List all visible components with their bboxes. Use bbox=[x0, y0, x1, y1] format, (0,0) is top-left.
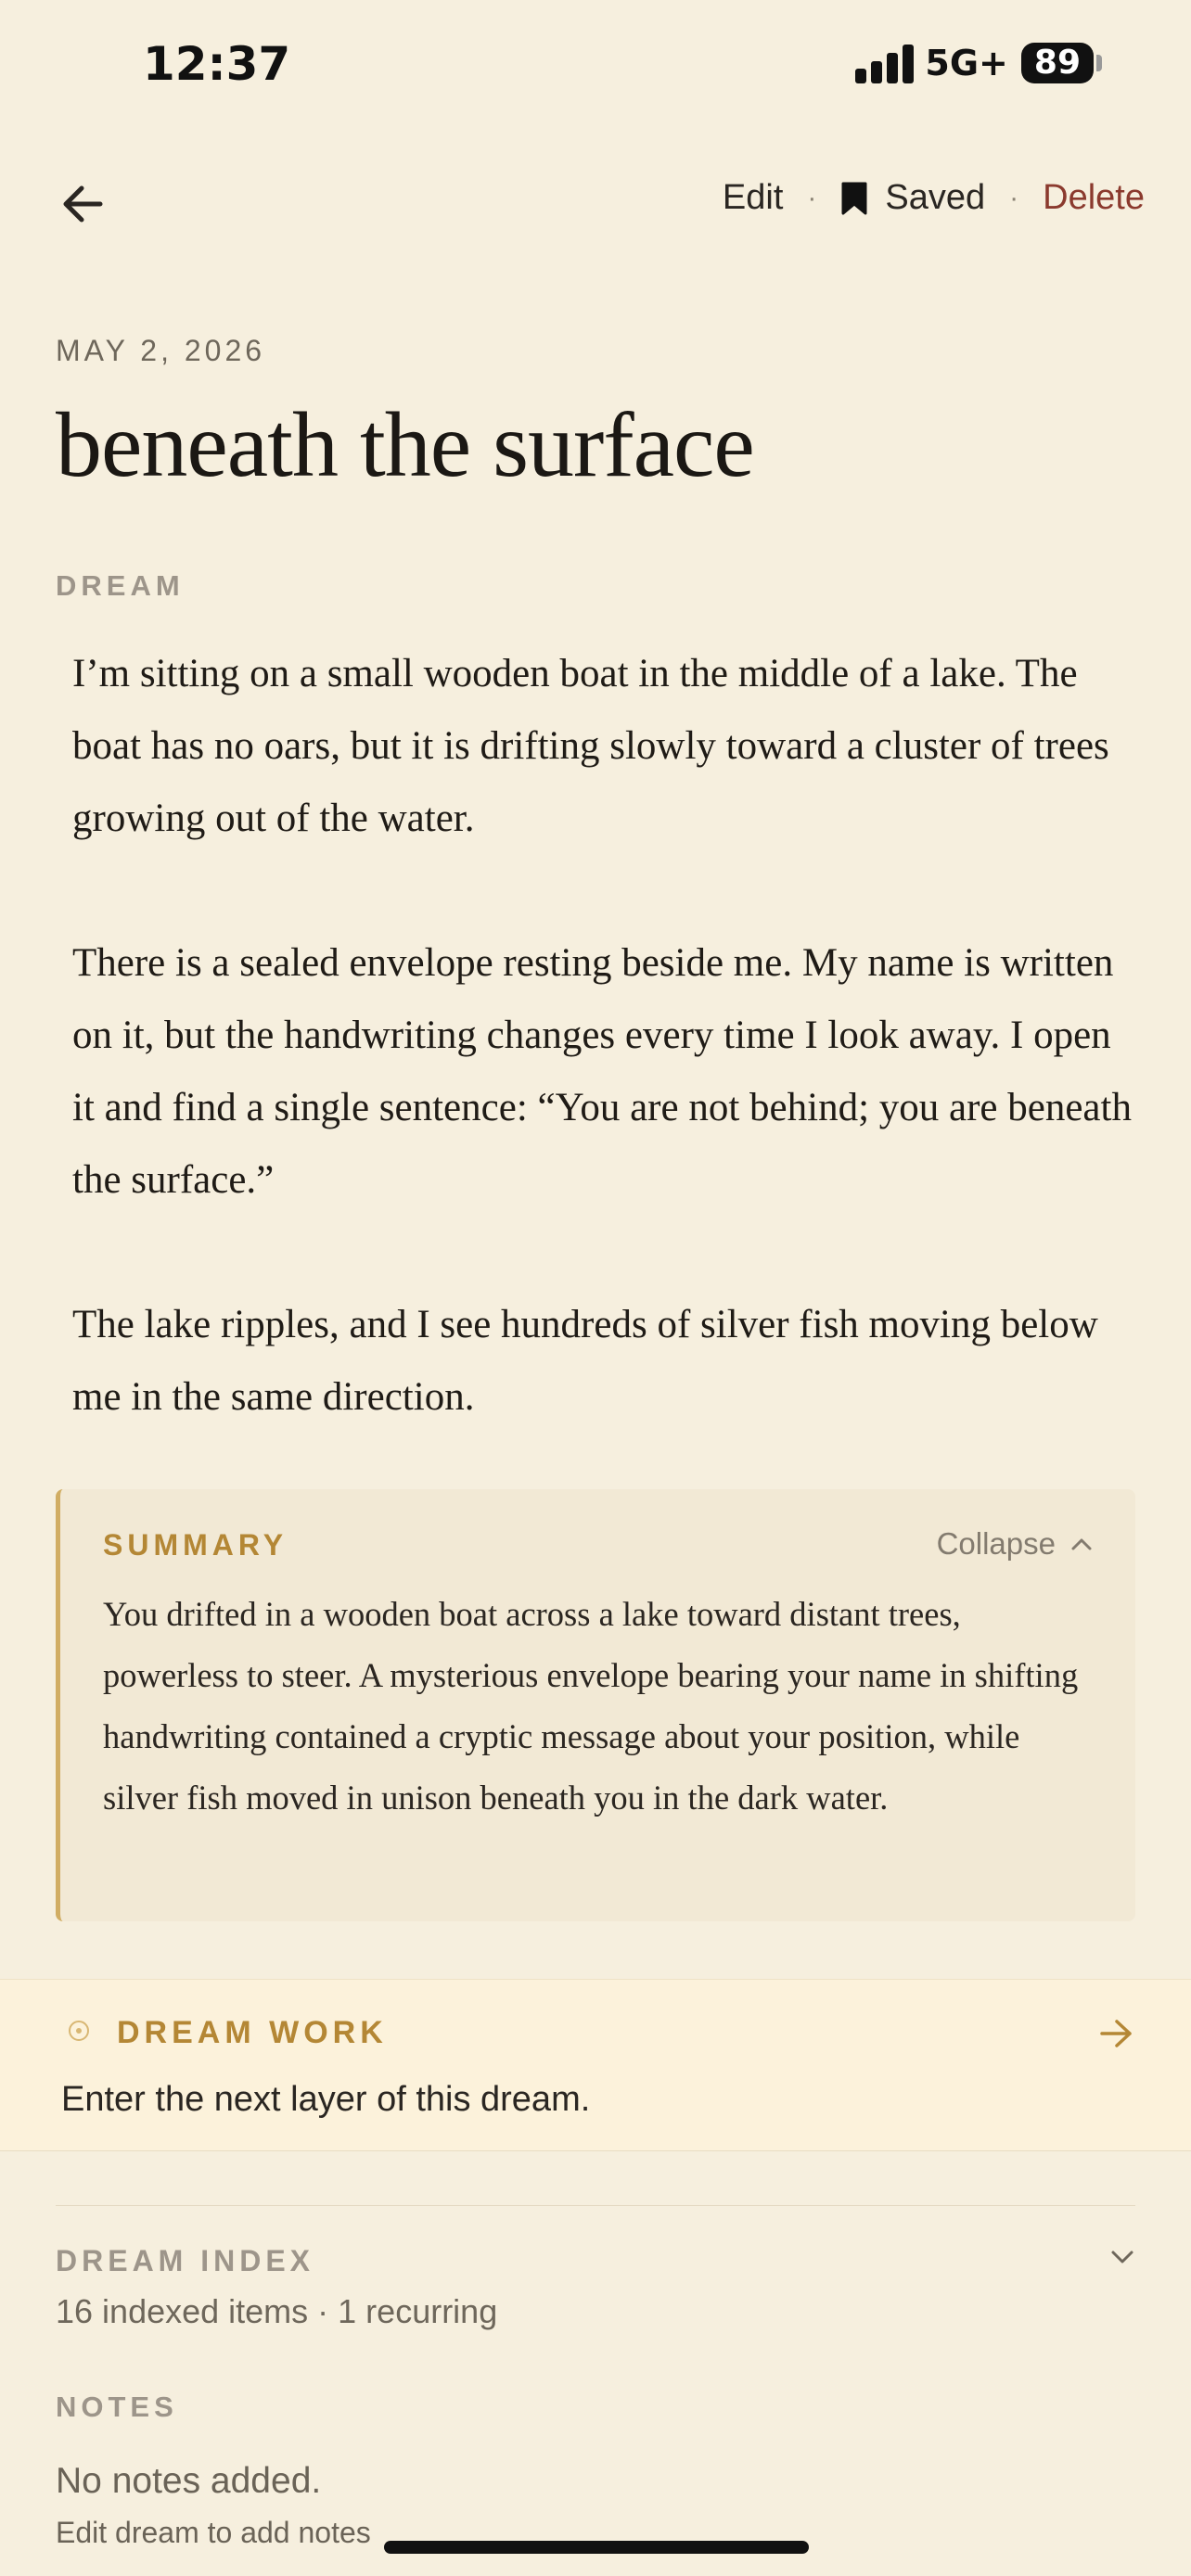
battery-level: 89 bbox=[1021, 43, 1094, 83]
notes-hint: Edit dream to add notes bbox=[56, 2516, 371, 2549]
dream-index-label: DREAM INDEX bbox=[56, 2244, 315, 2277]
edit-button[interactable]: Edit bbox=[722, 178, 784, 217]
entry-date: MAY 2, 2026 bbox=[56, 334, 266, 367]
entry-actions bbox=[723, 178, 1145, 218]
back-button[interactable] bbox=[56, 176, 111, 232]
dream-work-description: Enter the next layer of this dream. bbox=[61, 2080, 591, 2119]
summary-card bbox=[56, 1489, 1135, 1921]
saved-label: Saved bbox=[885, 178, 986, 217]
delete-button[interactable]: Delete bbox=[1043, 178, 1145, 217]
summary-label: SUMMARY bbox=[103, 1528, 288, 1562]
collapse-label: Collapse bbox=[936, 1526, 1056, 1561]
dream-paragraph: There is a sealed envelope resting beside me. My name is written on it, but the handwriting changes every time I look away. I open it and find a single sentence: “You are not behind; you are beneath the surface.” bbox=[72, 941, 1132, 1202]
dream-section-label: DREAM bbox=[56, 569, 185, 602]
collapse-button[interactable] bbox=[937, 1526, 1093, 1562]
divider bbox=[56, 2205, 1135, 2206]
dream-paragraph: The lake ripples, and I see hundreds of silver fish moving below me in the same direction. bbox=[72, 1303, 1098, 1419]
dream-text bbox=[72, 638, 1139, 1434]
chevron-up-icon bbox=[1070, 1537, 1093, 1551]
arrow-right-icon bbox=[1098, 2017, 1135, 2050]
battery-icon bbox=[1021, 43, 1102, 83]
chevron-down-icon bbox=[1109, 2248, 1135, 2266]
status-time: 12:37 bbox=[143, 37, 291, 91]
home-indicator bbox=[384, 2541, 809, 2554]
notes-label: NOTES bbox=[56, 2391, 178, 2423]
saved-button[interactable] bbox=[840, 178, 985, 218]
dream-work-label: DREAM WORK bbox=[117, 2015, 388, 2050]
separator: · bbox=[807, 182, 817, 213]
battery-cap bbox=[1096, 55, 1102, 71]
entry-title: beneath the surface bbox=[56, 393, 754, 496]
dream-index-meta: 16 indexed items · 1 recurring bbox=[56, 2292, 498, 2330]
dream-paragraph: I’m sitting on a small wooden boat in the middle of a lake. The boat has no oars, but it is drifting slowly toward a cluster of trees growing out of the water. bbox=[72, 652, 1109, 840]
cellular-signal-icon bbox=[855, 43, 914, 83]
dream-work-link[interactable] bbox=[0, 1979, 1191, 2151]
notes-empty-text: No notes added. bbox=[56, 2461, 322, 2501]
sparkle-icon bbox=[67, 2019, 91, 2043]
top-nav bbox=[0, 167, 1191, 241]
dream-index-toggle[interactable] bbox=[0, 2225, 1191, 2346]
separator: · bbox=[1009, 182, 1019, 213]
status-indicators bbox=[855, 43, 1102, 83]
arrow-left-icon bbox=[56, 176, 111, 232]
network-type: 5G+ bbox=[925, 43, 1008, 83]
summary-text: You drifted in a wooden boat across a lake toward distant trees, powerless to steer. A mysterious envelope bearing your name in shifting handwriting contained a cryptic message about your position, while silver fish moved in unison beneath you in the dark water. bbox=[103, 1595, 1079, 1817]
status-bar bbox=[0, 0, 1191, 139]
bookmark-icon bbox=[840, 181, 868, 216]
